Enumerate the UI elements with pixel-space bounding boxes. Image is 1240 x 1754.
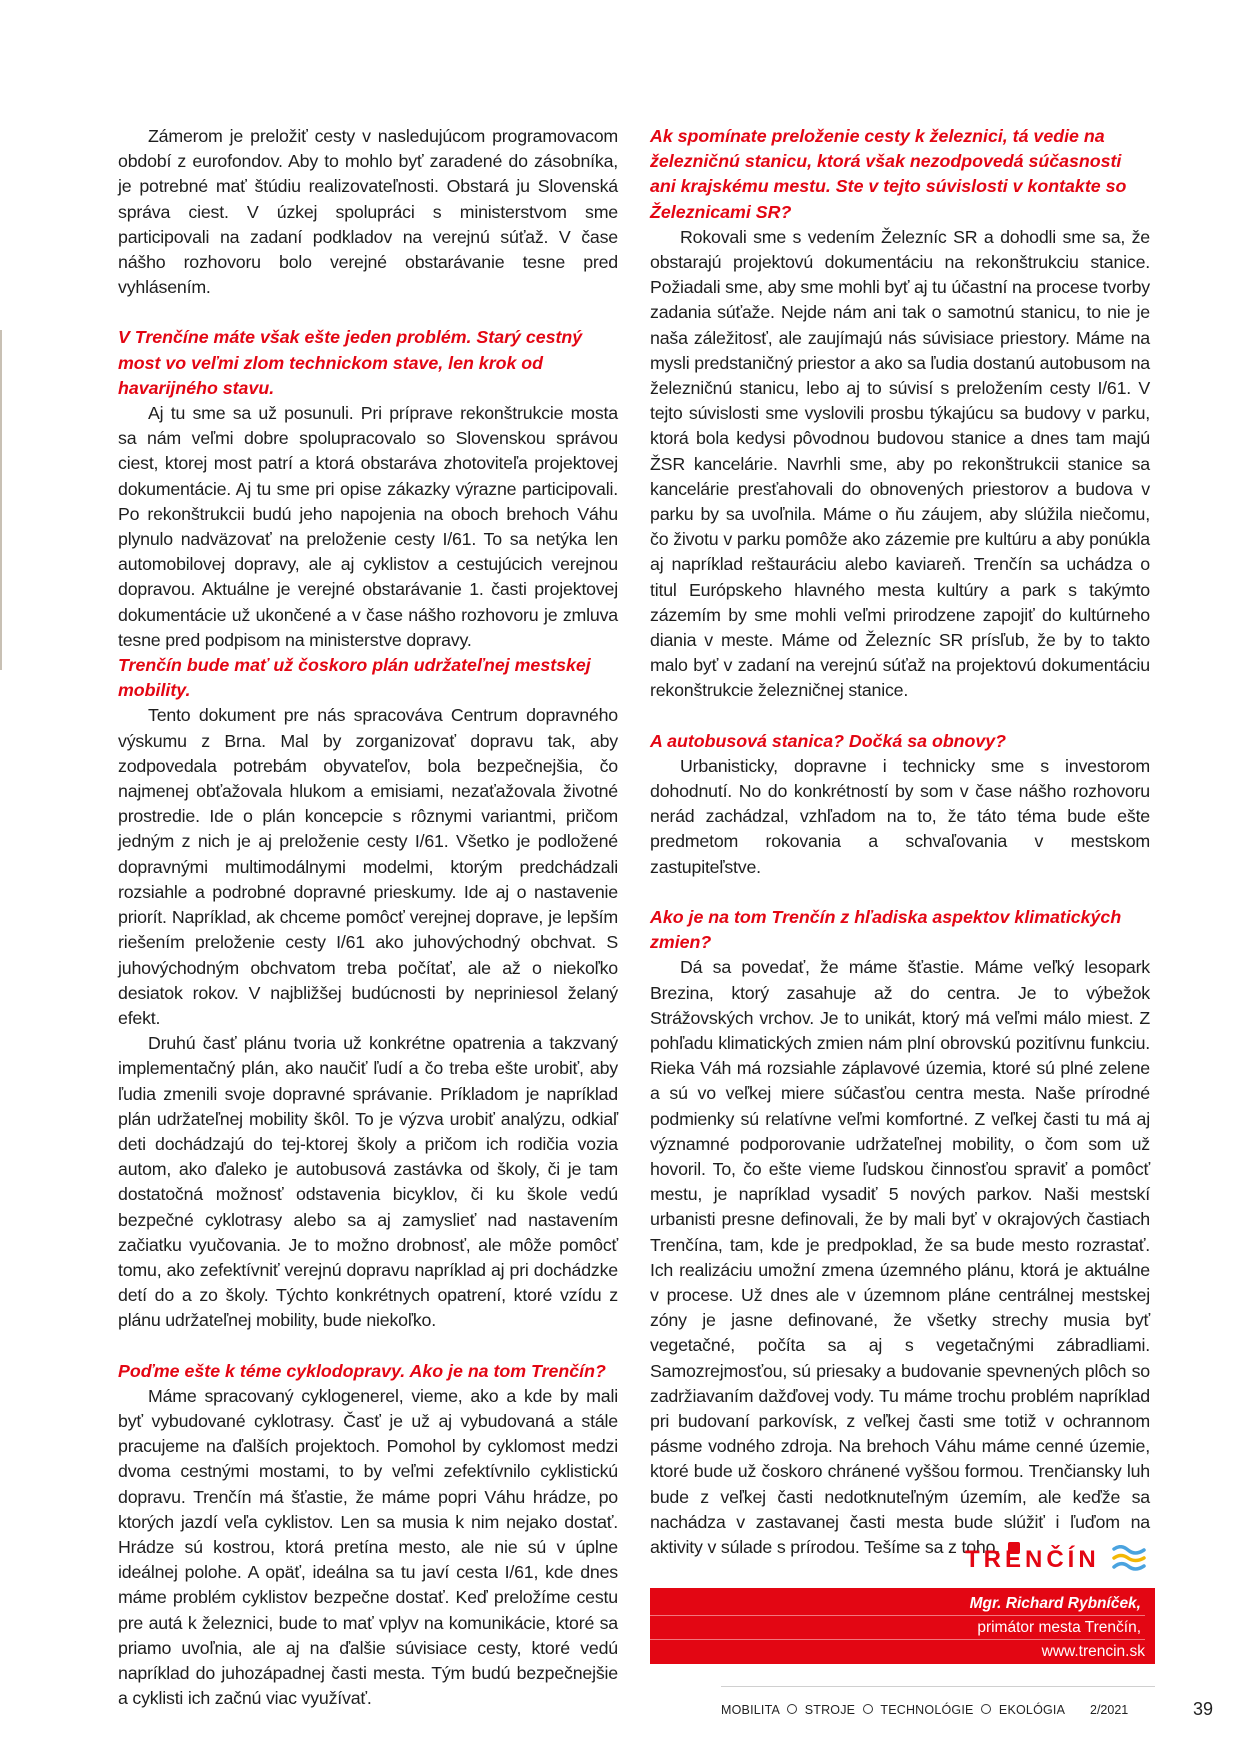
paragraph-gap [118, 300, 618, 325]
footer-section: MOBILITA [721, 1703, 780, 1717]
answer-text: Rokovali sme s vedením Železníc SR a dohodli sme sa, že obstarajú projektovú dokumentáciu na rekonštrukciu stanice. Požiadali sme, aby sme mohli byť aj tu účastní na procese tvorby zadania súťaže. Nejde nám ani tak o samotnú stanicu, to nie je naša záležitosť, ale zaujímajú nás súvisiace priestory. Máme na mysli predstaničný priestor a ako sa ľudia dostanú autobusom na železničnú stanicu, lebo aj to súvisí s preložením cesty I/61. V tejto súvislosti sme vyslovili prosbu týkajúcu sa budovy v parku, ktorá bola kedysi pôvodnou budovou stanice a dnes tam majú ŽSR kancelárie. Navrhli sme, aby po rekonštrukcii stanice sa kancelárie presťahovali do obnovených priestorov a budova v parku by sa uvoľnila. Máme o ňu záujem, aby slúžila niečomu, čo životu v parku pomôže ako zázemie pre kultúru a aby ponúkla aj napríklad reštauráciu alebo kaviareň. Trenčín sa uchádza o titul Európskeho hlavného mesta kultúry a park s takýmto zázemím by sme mohli veľmi prirodzene zapojiť do kultúrneho diania v meste. Máme od Železníc SR prísľub, že by to takto malo byť v zadaní na verejnú súťaž na projektovú dokumentáciu rekonštrukcie železničnej stanice. [650, 226, 1150, 701]
footer-section: TECHNOLÓGIE [880, 1703, 974, 1717]
interview-question [650, 729, 1150, 754]
page-number: 39 [1193, 1699, 1214, 1719]
interview-question [650, 124, 1150, 225]
interview-answer [650, 754, 1150, 880]
interview-question [118, 653, 618, 703]
interview-question [650, 905, 1150, 955]
paragraph-gap [118, 1334, 618, 1359]
answer-text: Tento dokument pre nás spracováva Centrum dopravného výskumu z Brna. Mal by zorganizovať dopravu tak, aby zodpovedala potrebám obyvateľov, bola bezpečnejšia, čo najmenej obťažovala hlukom a emisiami, nezaťažovala životné prostredie. Ide o plán koncepcie s rôznymi variantmi, pričom jedným z nich je aj preloženie cesty I/61. Všetko je podložené dopravnými multimodálnymi modelmi, ktorým predchádzali rozsiahle a podrobné dopravné prieskumy. Ide aj o nastavenie priorít. Napríklad, ak chceme pomôcť verejnej doprave, je lepším riešením preloženie cesty I/61 ako juhovýchodný obchvat. S juhovýchodným obchvatom treba počítať, ale až o niekoľko desiatok rokov. V najbližšej budúcnosti by nepriniesol želaný efekt. [118, 705, 618, 1028]
interview-answer [118, 124, 618, 300]
paragraph-gap [650, 704, 1150, 729]
issue-number: 2/2021 [1090, 1703, 1129, 1717]
circle-separator-icon [787, 1704, 797, 1714]
footer-divider [721, 1686, 1155, 1687]
interview-question [118, 325, 618, 401]
answer-text: Dá sa povedať, že máme šťastie. Máme veľký lesopark Brezina, ktorý zasahuje až do centra. Je to výbežok Strážovských vrchov. Je to unikát, ktorý má veľmi málo miest. Z pohľadu klimatických zmien nám plní obrovskú pozitívnu funkciu. Rieka Váh má rozsiahle záplavové územia, ktoré sú plné zelene a sú vo veľkej miere súčasťou centra mesta. Naše prírodné podmienky sú relatívne veľmi komfortné. Z veľkej časti tu má aj významné podporovanie udržateľnej mobility, o čom som už hovoril. To, čo ešte vieme ľudskou činnosťou spraviť a pomôcť mestu, je napríklad vysadiť 5 nových parkov. Naši mestskí urbanisti presne definovali, že by mali byť v okrajových častiach Trenčína, tam, kde je predpoklad, že sa bude mesto rozrastať. Ich realizáciu umožní zmena územného plánu, ktorá je aktuálne v procese. Už dnes ale v územnom pláne centrálnej mestskej zóny je jasne definované, že všetky strechy musia byť vegetačné, počíta sa aj s vegetačnými zábradliami. Samozrejmosťou, sú priesaky a budovanie spevnených plôch so zadržiavaním dažďovej vody. Tu máme trochu problém napríklad pri budovaní parkovísk, z veľkej časti sme totiž v ochrannom pásme vodného zdroja. Na brehoch Váhu máme cenné územie, ktoré bude už čoskoro chránené vyššou formou. Trenčiansky luh bude z veľkej časti nedotknuteľným územím, ale keďže sa nachádza v zastavanej časti mesta bude slúžiť i ľuďom na aktivity v súlade s prírodou. Tešíme sa z toho. [650, 957, 1150, 1557]
circle-separator-icon [981, 1704, 991, 1714]
interview-answer [650, 955, 1150, 1560]
question-text: A autobusová stanica? Dočká sa obnovy? [650, 730, 1007, 751]
footer-sections [721, 1703, 1065, 1717]
author-title: primátor mesta Trenčín, [650, 1616, 1145, 1640]
question-text: Ak spomínate preloženie cesty k železnici, tá vedie na železničnú stanicu, ktorá však nezodpovedá súčasnosti ani krajskému mestu. Ste v tejto súvislosti v kontakte so Železnicami SR? [650, 126, 1127, 222]
interview-answer [118, 1384, 618, 1712]
question-text: Ako je na tom Trenčín z hľadiska aspektov klimatických zmien? [650, 906, 1122, 953]
trencin-logo-icon [1112, 1545, 1146, 1576]
interview-answer [118, 703, 618, 1031]
answer-text: Aj tu sme sa už posunuli. Pri príprave rekonštrukcie mosta sa nám veľmi dobre spolupracovalo so Slovenskou správou ciest, ktorej most patrí a ktorá obstaráva zhotoviteľa projektovej dokumentácie. Aj tu sme pri opise zákazky výrazne participovali. Po rekonštrukcii budú jeho napojenia na oboch brehoch Váhu plynulo nadväzovať na preloženie cesty I/61. To sa netýka len automobilovej dopravy, ale aj cyklistov a cestujúcich verejnou dopravou. Aktuálne je verejné obstarávanie 1. časti projektovej dokumentácie už ukončené a v čase nášho rozhovoru je zmluva tesne pred podpisom na ministerstve dopravy. [118, 403, 618, 650]
footer-section: EKOLÓGIA [998, 1703, 1066, 1717]
circle-separator-icon [863, 1704, 873, 1714]
author-website-link[interactable]: www.trencin.sk [1041, 1643, 1145, 1660]
question-text: Trenčín bude mať už čoskoro plán udržateľnej mestskej mobility. [118, 655, 591, 701]
answer-text: Máme spracovaný cyklogenerel, vieme, ako a kde by mali byť vybudované cyklotrasy. Časť je už aj vybudovaná a stále pracujeme na ďalších projektoch. Pomohol by cyklomost medzi dvoma cestnými mostami, to by veľmi zefektívnilo cyklistickú dopravu. Trenčín má šťastie, že máme popri Váhu hrádze, po ktorých jazdí veľa cyklistov. Len sa musia k nim nejako dostať. Hrádze sú kostrou, ktorá pretína mesto, ale nie sú v úplne ideálnej polohe. A opäť, ideálna sa tu javí cesta I/61, kde dnes máme problém cyklistov bezpečne dostať. Keď preložíme cestu pre autá k železnici, bude to mať vplyv na komunikácie, ktoré sa priamo uvoľnia, ale aj na ďalšie súvisiace cesty, ktoré vedú napríklad do juhozápadnej časti mesta. Tým budú bezpečnejšie a cyklisti ich začnú viac využívať. [118, 1385, 618, 1709]
author-name: Mgr. Richard Rybníček, [650, 1592, 1145, 1616]
paragraph-gap [650, 880, 1150, 905]
answer-text: Urbanisticky, dopravne i technicky sme s investorom dohodnutí. No do konkrétností by som v čase nášho rozhovoru nerád zachádzal, vzhľadom na to, že táto téma bude ešte predmetom rokovania a schvaľovania v mestskom zastupiteľstve. [650, 755, 1150, 877]
trencin-logo [965, 1544, 1146, 1576]
article-column-left [118, 124, 618, 1711]
article-column-right [650, 124, 1150, 1560]
interview-answer [650, 225, 1150, 704]
answer-text: Druhú časť plánu tvoria už konkrétne opatrenia a takzvaný implementačný plán, ako naučiť ľudí a čo treba ešte urobiť, aby ľudia zmenili svoje dopravné správanie. Príkladom je napríklad plán udržateľnej mobility škôl. To je výzva urobiť analýzu, odkiaľ deti dochádzajú do tej-ktorej školy a pričom ich rodičia vozia autom, ako ďaleko je autobusová zastávka od školy, či je tam dostatočná možnosť odstavenia bicyklov, či ku škole vedú bezpečné cyklotrasy alebo sa aj zamyslieť nad nastavením začiatku vyučovania. Je to možno drobnosť, ale môže pomôcť tomu, ako zefektívniť verejnú dopravu napríklad aj pri dochádzke detí do a zo školy. Týchto konkrétnych opatrení, ktoré vzídu z plánu udržateľnej mobility, bude niekoľko. [118, 1033, 618, 1331]
answer-text: Zámerom je preložiť cesty v nasledujúcom programovacom období z eurofondov. Aby to mohlo byť zaradené do zásobníka, je potrebné mať štúdiu realizovateľnosti. Obstará ju Slovenská správa ciest. V úzkej spolupráci s ministerstvom sme participovali na zadaní podkladov na verejnú súťaž. V čase nášho rozhovoru bolo verejné obstarávanie tesne pred vyhlásením. [118, 126, 618, 298]
author-signature-box [650, 1588, 1155, 1664]
interview-question [118, 1359, 618, 1384]
interview-answer [118, 1031, 618, 1333]
footer-section: STROJE [804, 1703, 856, 1717]
question-text: V Trenčíne máte však ešte jeden problém. Starý cestný most vo veľmi zlom technickom stave, len krok od havarijného stavu. [118, 327, 583, 398]
logo-text: TRENČÍN [965, 1546, 1100, 1573]
page-edge-mark [0, 330, 2, 670]
interview-answer [118, 401, 618, 653]
question-text: Poďme ešte k téme cyklodopravy. Ako je na tom Trenčín? [118, 1360, 606, 1381]
